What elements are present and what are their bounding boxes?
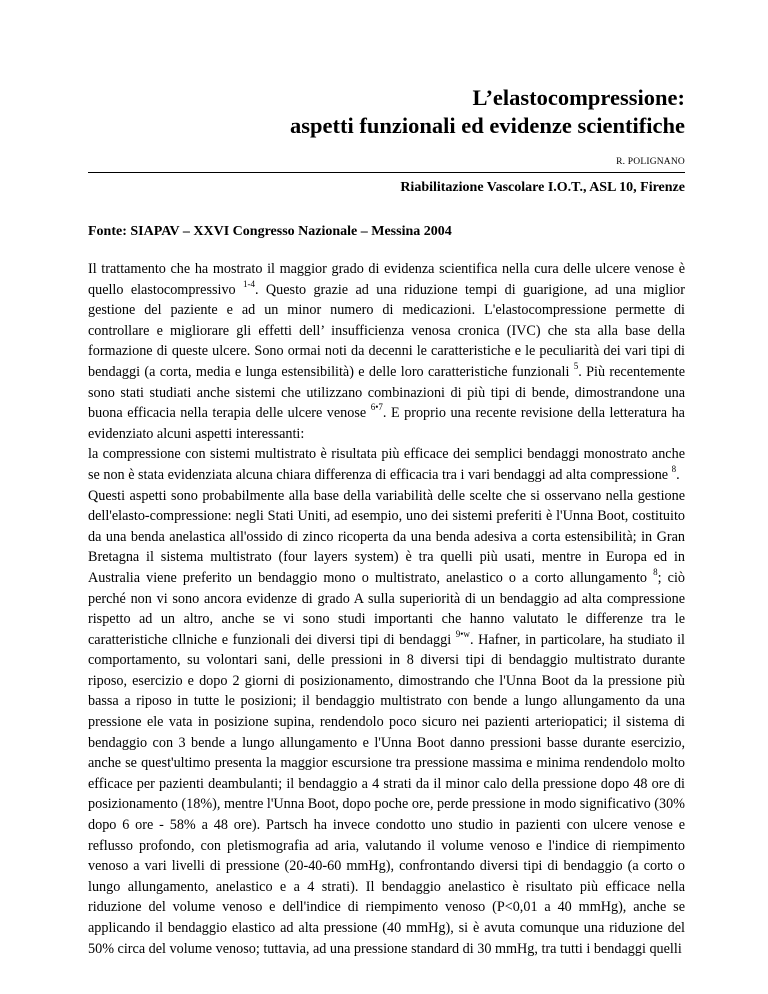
text-run: Il trattamento che ha mostrato il maggior grado di evidenza scientifica nella cura delle ulcere venose è quello elastocompressivo [88,261,685,298]
source-line: Fonte: SIAPAV – XXVI Congresso Nazionale – Messina 2004 [88,224,452,239]
title-line-2: aspetti funzionali ed evidenze scientifiche [290,113,685,138]
author-name: R. POLIGNANO [616,157,685,167]
citation-ref: 9•w [455,628,470,639]
text-run: . Più recentemente sono stati studiati anche sistemi che utilizzano combinazioni di più tipi di bende, dimostrandone una buona efficacia nella terapia delle ulcere venose [88,363,686,422]
text-run: . Questo grazie ad una riduzione tempi di guarigione, ad una miglior gestione del paziente e ad un minor numero di medicazioni. L'elastocompressione permette di controllare e migliorare gli effetti dell’ insufficienza venosa cronica (IVC) che sta alla base della formazione di queste ulcere. Sono ormai noti da decenni le caratteristiche e le peculiarità dei vari tipi di bendaggi (a corta, media e lunga estensibilità) e delle loro caratteristiche funzionali [88,281,685,380]
paragraph-2 [88,444,685,485]
affiliation: Riabilitazione Vascolare I.O.T., ASL 10, Firenze [400,180,685,195]
body-text [88,259,685,959]
text-run: ; ciò perché non vi sono ancora evidenze di grado A sulla superiorità di un bendaggio ad alta compressione rispetto ad un altro, anche se vi sono studi importanti che hanno valutato le differenze tra le caratteristiche cllniche e funzionali dei diversi tipi di bendaggi [88,569,686,648]
title-line-1: L’elastocompressione: [472,85,685,110]
citation-ref: 1-4 [243,278,255,289]
text-run: . E proprio una recente revisione della letteratura ha evidenziato alcuni aspetti interessanti: [88,405,685,442]
paper-title [88,84,685,140]
text-run: . Hafner, in particolare, ha studiato il comportamento, su volontari sani, delle pressioni in 8 diversi tipi di bendaggio multistrato durante riposo, esercizio e dopo 2 giorni di posizionamento, dimostrando che l'Unna Boot da la pressione più bassa a riposo in tutte le posizioni; il bendaggio multistrato con bende a lungo allungamento da una pressione ele vata in posizione supina, rendendolo poco sicuro nei pazienti arteriopatici; il sistema di bendaggio con 3 bende a lungo allungamento e l'Unna Boot danno pressioni basse durante esercizio, anche se quest'ultimo presenta la maggior escursione tra pressione massima e minima rendendolo molto efficace per pazienti deambulanti; il bendaggio a 4 strati da il minor calo della pressione dopo 48 ore di posizionamento (18%), mentre l'Unna Boot, dopo poche ore, perde pressione in modo significativo (30% dopo 6 ore - 58% a 48 ore). Partsch ha invece condotto uno studio in pazienti con ulcere venose e reflusso profondo, con pletismografia ad aria, valutando il volume venoso e l'indice di riempimento venoso a vari livelli di pressione (20-40-60 mmHg), confrontando diversi tipi di bendaggio (a corto o lungo allungamento, anelastico e a 4 strati). Il bendaggio anelastico è risultato più efficace nella riduzione del volume venoso e dell'indice di riempimento venoso (P<0,01 a 40 mmHg), anche se applicando il bendaggio elastico ad alta pressione (40 mmHg), si è avuta comunque una riduzione del 50% circa del volume venoso; tuttavia, ad una pressione standard di 30 mmHg, tra tutti i bendaggi quelli [88,631,686,957]
text-run: . [676,466,680,483]
citation-ref: 6•7 [370,402,383,413]
text-run: Questi aspetti sono probabilmente alla base della variabilità delle scelte che si osservano nella gestione dell'elasto-compressione: negli Stati Uniti, ad esempio, uno dei sistemi preferiti è l'Unna Boot, costituito da una benda anelastica all'ossido di zinco ricoperta da una benda adesiva a corta estensibilità; in Gran Bretagna il sistema multistrato (four layers system) è tra quelli più usati, mentre in Europa ed in Australia viene preferito un bendaggio mono o multistrato, anelastico o a corto allungamento [88,487,685,586]
citation-ref: 5 [573,361,579,372]
citation-ref: 8 [653,567,658,578]
paragraph-1 [88,259,685,444]
header-divider [88,172,685,173]
text-run: la compressione con sistemi multistrato è risultata più efficace dei semplici bendaggi monostrato anche se non è stata evidenziata alcuna chiara differenza di efficacia tra i vari bendaggi ad alta compressione [88,446,685,483]
citation-ref: 8 [671,464,677,475]
paragraph-3 [88,486,685,960]
